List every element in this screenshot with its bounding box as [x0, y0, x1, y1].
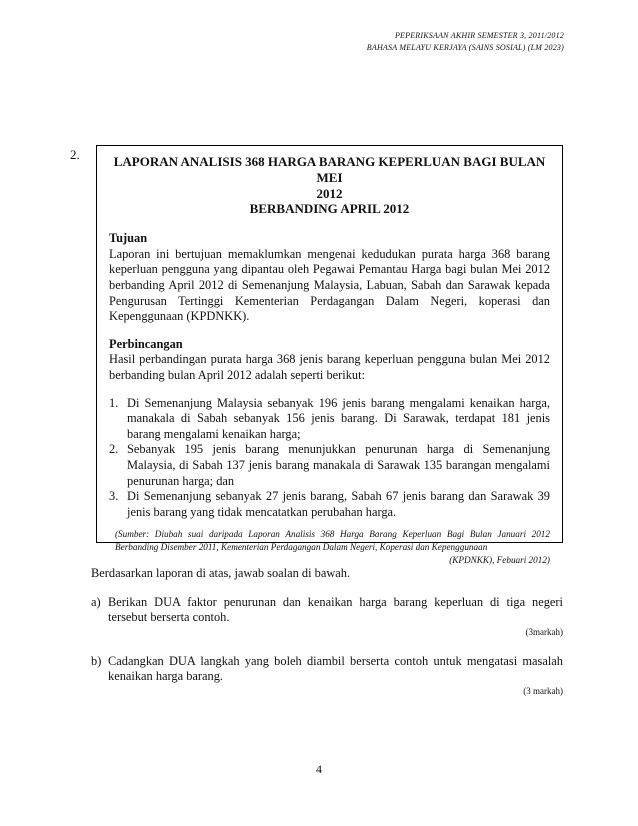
- source-citation: [109, 528, 550, 567]
- report-title-line1: LAPORAN ANALISIS 368 HARGA BARANG KEPERLUAN BAGI BULAN MEI: [113, 154, 546, 185]
- exam-header: [367, 30, 564, 54]
- list-item-text: Di Semenanjung sebanyak 27 jenis barang, Sabah 67 jenis barang dan Sarawak 39 jenis barang yang tidak mencatatkan perubahan harga.: [127, 489, 550, 519]
- tujuan-heading: Tujuan: [109, 231, 148, 246]
- perbincangan-heading: Perbincangan: [109, 336, 183, 351]
- exam-header-line1: PEPERIKSAAN AKHIR SEMESTER 3, 2011/2012: [394, 31, 564, 40]
- list-item: [109, 489, 550, 520]
- question-number: 2.: [70, 147, 80, 162]
- list-item-number: 1.: [109, 395, 119, 410]
- question-marks: (3 markah): [523, 685, 563, 696]
- list-item-number: 2.: [109, 442, 119, 457]
- instruction-text: Berdasarkan laporan di atas, jawab soalan di bawah.: [91, 566, 351, 580]
- list-item-text: Sebanyak 195 jenis barang menunjukkan penurunan harga di Semenanjung Malaysia, di Sabah 137 jenis barang manakala di Sarawak 135 barangan mengalami penurunan harga; dan: [127, 442, 550, 488]
- list-item-number: 3.: [109, 489, 119, 504]
- perbincangan-paragraph: Hasil perbandingan purata harga 368 jenis barang keperluan pengguna bulan Mei 2012 berbanding bulan April 2012 adalah seperti berikut:: [109, 352, 550, 382]
- report-title-line2: 2012: [316, 185, 343, 201]
- list-item: [109, 442, 550, 489]
- tujuan-paragraph: Laporan ini bertujuan memaklumkan mengenai kedudukan purata harga 368 barang keperluan pengguna yang dipantau oleh Pegawai Pemantau Harga bagi bulan Mei 2012 berbanding April 2012 di Semenanjung Malaysia, Labuan, Sabah dan Sarawak kepada Pengurusan Tertinggi Kementerian Perdagangan Dalam Negeri, koperasi dan Kepenggunaan (KPDNKK).: [109, 246, 550, 324]
- question-label: b): [91, 653, 102, 668]
- source-last-line: (KPDNKK), Febuari 2012): [449, 555, 550, 566]
- question-label: a): [91, 594, 101, 609]
- report-title-line3: BERBANDING APRIL 2012: [249, 201, 410, 217]
- question-text: Cadangkan DUA langkah yang boleh diambil berserta contoh untuk mengatasi masalah kenaikan harga barang.: [108, 653, 563, 684]
- question-a: [91, 595, 563, 626]
- report-box: [96, 145, 563, 566]
- list-item-text: Di Semenanjung Malaysia sebanyak 196 jenis barang mengalami kenaikan harga, manakala di Sabah sebanyak 156 jenis barang. Di Sarawak, terdapat 181 jenis barang mengalami kenaikan harga;: [127, 395, 550, 441]
- report-title: [109, 154, 550, 217]
- question-text: Berikan DUA faktor penurunan dan kenaikan harga barang keperluan di tiga negeri tersebut berserta contoh.: [108, 594, 563, 625]
- findings-list: [109, 396, 550, 521]
- question-b: [91, 654, 563, 685]
- questions-section: [91, 566, 563, 713]
- exam-header-line2: BAHASA MELAYU KERJAYA (SAINS SOSIAL) (LM 2023): [366, 43, 564, 52]
- page-number: 4: [316, 762, 322, 776]
- question-marks: (3markah): [525, 626, 563, 637]
- source-text: (Sumber: Diubah suai daripada Laporan Analisis 368 Harga Barang Keperluan Bagi Bulan Januari 2012 Berbanding Disember 2011, Kementerian Perdagangan Dalam Negeri, Koperasi dan Kepenggunaan: [115, 529, 550, 553]
- list-item: [109, 396, 550, 443]
